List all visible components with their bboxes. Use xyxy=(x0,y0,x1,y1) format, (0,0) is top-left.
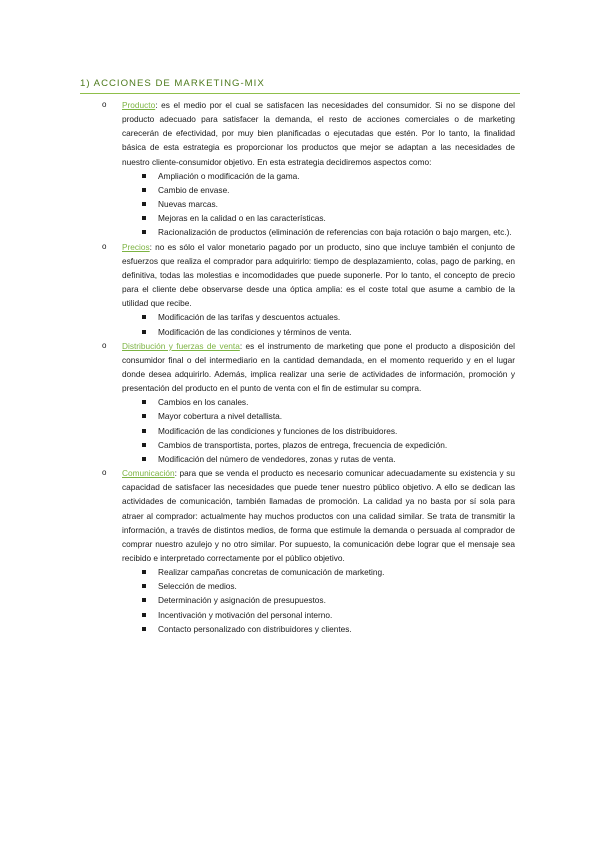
list-item-text: Contacto personalizado con distribuidores y clientes. xyxy=(158,623,352,634)
list-producto xyxy=(122,169,515,240)
list-item xyxy=(122,395,515,409)
list-precios xyxy=(122,310,515,338)
list-item-text: Modificación de las tarifas y descuentos actuales. xyxy=(158,312,341,323)
list-item xyxy=(122,579,515,593)
circle-bullet-icon: o xyxy=(102,100,107,109)
square-bullet-icon xyxy=(142,414,146,418)
term-comunicacion: Comunicación xyxy=(122,468,175,479)
list-item xyxy=(122,565,515,579)
term-precios: Precios xyxy=(122,241,150,252)
paragraph-distribucion: : es el instrumento de marketing que pone el producto a disposición del consumidor final o del intermediario en la cantidad demandada, en el momento requerido y en el lugar donde desea adquirirlo. Además, implica realizar una serie de actividades de información, promoción y presentación del producto en el punto de venta con el fin de estimular su compra. xyxy=(122,340,515,394)
square-bullet-icon xyxy=(142,330,146,334)
section-heading-text: 1) ACCIONES DE MARKETING-MIX xyxy=(80,78,265,89)
list-item-text: Determinación y asignación de presupuestos. xyxy=(158,595,326,606)
paragraph-producto: : es el medio por el cual se satisfacen las necesidades del consumidor. Si no se dispone del producto adecuado para satisfacer la demanda, el resto de acciones comerciales o de marketing carecerán de efectividad, por muy bien planificadas o ejecutadas que estén. Por lo tanto, la finalidad básica de esta estrategia es proporcionar los productos que mejor se adaptan a las necesidades de nuestro cliente-consumidor objetivo. En esta estrategia decidiremos aspectos como: xyxy=(122,100,515,167)
square-bullet-icon xyxy=(142,598,146,602)
square-bullet-icon xyxy=(142,188,146,192)
paragraph-comunicacion: : para que se venda el producto es necesario comunicar adecuadamente su existencia y su capacidad de satisfacer las necesidades que puede tener nuestro público objetivo. A ello se dedican las actividades de comunicación, también llamadas de promoción. La calidad ya no basta por sí sola para atraer al comprador: actualmente hay muchos productos con una calidad similar. Se trata de transmitir la información, a través de distintos medios, de forma que estimule la demanda o persuada al comprador de comprar nuestro azulejo y no otro similar. Por supuesto, la comunicación debe lograr que el mensaje sea recibido e interpretado correctamente por el público objetivo. xyxy=(122,468,515,563)
section-precios xyxy=(88,240,515,339)
list-item xyxy=(122,608,515,622)
section-producto xyxy=(88,98,515,240)
list-item xyxy=(122,183,515,197)
square-bullet-icon xyxy=(142,202,146,206)
list-item xyxy=(122,197,515,211)
square-bullet-icon xyxy=(142,457,146,461)
document-body xyxy=(88,98,515,636)
square-bullet-icon xyxy=(142,230,146,234)
section-distribucion xyxy=(88,339,515,466)
list-item-text: Selección de medios. xyxy=(158,581,237,592)
paragraph-precios: : no es sólo el valor monetario pagado por un producto, sino que incluye también el conjunto de esfuerzos que realiza el comprador para adquirirlo: tiempo de desplazamiento, colas, pago de parking, en definitiva, todas las molestias e incomodidades que puede suponerle. Por lo tanto, el concepto de precio para el cliente debe observarse desde una óptica amplia: es el coste total que asume a cambio de la utilidad que recibe. xyxy=(122,241,515,309)
circle-bullet-icon: o xyxy=(102,468,107,478)
list-item xyxy=(122,225,515,239)
list-item-text: Realizar campañas concretas de comunicación de marketing. xyxy=(158,567,385,578)
list-item xyxy=(122,438,515,452)
square-bullet-icon xyxy=(142,429,146,433)
square-bullet-icon xyxy=(142,174,146,178)
square-bullet-icon xyxy=(142,627,146,631)
circle-bullet-icon: o xyxy=(102,241,107,251)
list-item xyxy=(122,452,515,466)
square-bullet-icon xyxy=(142,400,146,404)
list-item-text: Ampliación o modificación de la gama. xyxy=(158,170,300,181)
square-bullet-icon xyxy=(142,613,146,617)
list-item-text: Modificación de las condiciones y términos de venta. xyxy=(158,326,352,337)
circle-bullet-icon: o xyxy=(102,340,107,350)
list-item-text: Racionalización de productos (eliminación de referencias con baja rotación o bajo margen, etc.). xyxy=(158,227,512,238)
list-item-text: Modificación de las condiciones y funciones de los distribuidores. xyxy=(158,425,398,436)
list-item xyxy=(122,622,515,636)
square-bullet-icon xyxy=(142,315,146,319)
list-item-text: Cambios en los canales. xyxy=(158,397,249,408)
list-item xyxy=(122,409,515,423)
list-item xyxy=(122,211,515,225)
square-bullet-icon xyxy=(142,584,146,588)
list-item xyxy=(122,169,515,183)
term-producto: Producto xyxy=(122,100,156,110)
list-comunicacion xyxy=(122,565,515,636)
section-heading xyxy=(80,73,520,94)
list-item xyxy=(122,424,515,438)
list-item xyxy=(122,310,515,324)
list-item-text: Mejoras en la calidad o en las características. xyxy=(158,213,326,224)
list-item-text: Modificación del número de vendedores, zonas y rutas de venta. xyxy=(158,453,396,464)
list-item-text: Cambios de transportista, portes, plazos de entrega, frecuencia de expedición. xyxy=(158,439,448,450)
square-bullet-icon xyxy=(142,216,146,220)
section-comunicacion xyxy=(88,466,515,636)
list-item-text: Cambio de envase. xyxy=(158,184,230,195)
list-item-text: Mayor cobertura a nivel detallista. xyxy=(158,411,283,422)
list-item-text: Nuevas marcas. xyxy=(158,199,218,210)
term-distribucion: Distribución y fuerzas de venta xyxy=(122,340,240,351)
list-item-text: Incentivación y motivación del personal interno. xyxy=(158,609,333,620)
list-item xyxy=(122,593,515,607)
list-distribucion xyxy=(122,395,515,466)
square-bullet-icon xyxy=(142,570,146,574)
square-bullet-icon xyxy=(142,443,146,447)
list-item xyxy=(122,325,515,339)
